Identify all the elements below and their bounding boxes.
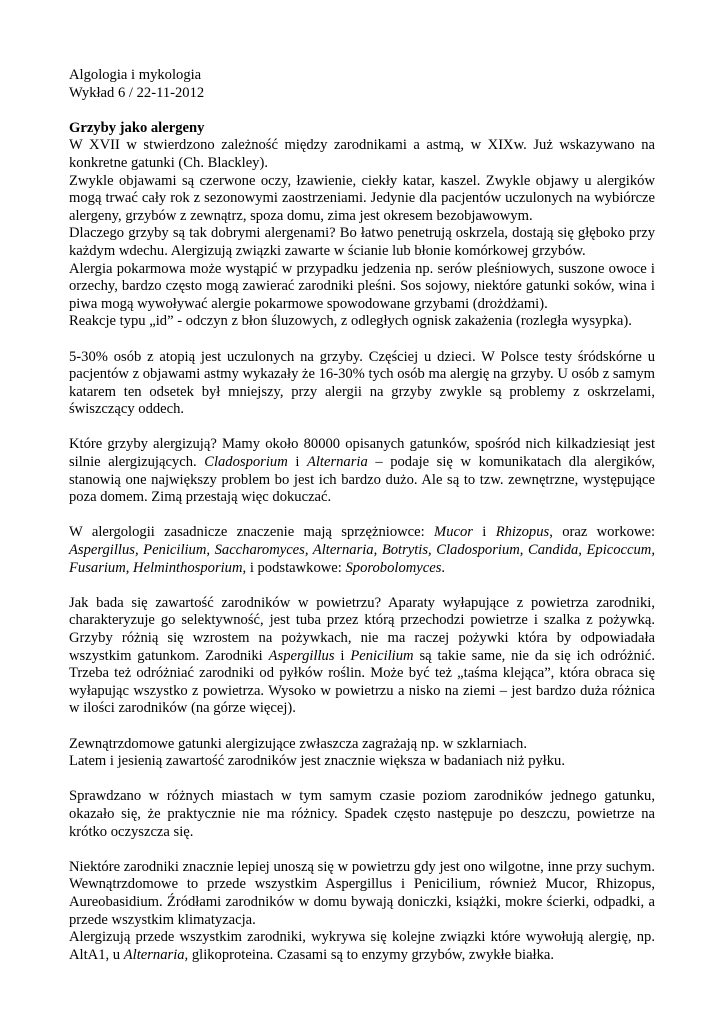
course-title: Algologia i mykologia <box>69 67 202 83</box>
paragraph-humidity: Niektóre zarodniki znacznie lepiej unoszą się w powietrzu gdy jest ono wilgotne, inne przy suchym. Wewnątrzdomowe to przede wszystkim Aspergillus i Penicilium, również Mucor, Rhizopus, Aureobasidium. Źródłami zarodników w domu bywają doniczki, książki, mokre ścierki, odpadki, a przede wszystkim klimatyzacja. <box>69 858 655 928</box>
text-segment: Jak bada się zawartość zarodników w powietrzu? Aparaty wyłapujące z powietrza zarodniki, charakteryzuje go selektywność, jest tuba przez którą przechodzi powietrze i szalka z pożywką. Grzyby różnią się wzrostem na pożywkach, nie ma raczej pożywki która by odpowiadała wszystkim gatunkom. Zarodniki <box>69 594 655 664</box>
paragraph-seasons: Latem i jesienią zawartość zarodników jest znacznie większa w badaniach niż pyłku. <box>69 753 565 770</box>
text-segment: . <box>441 559 446 576</box>
paragraph-which-fungi <box>69 436 655 506</box>
paragraph-prevalence: 5-30% osób z atopią jest uczulonych na grzyby. Częściej u dzieci. W Polsce testy śródskórne u pacjentów z objawami astmy wykazały że 16-30% tych osób ma alergię na grzyby. U osób z samym katarem ten odsetek był mniejszy, przy alergii na grzyby zwykle są problemy z oskrzelami, świszczący oddech. <box>69 348 656 418</box>
text-segment: glikoproteina. Czasami są to enzymy grzybów, zwykłe białka. <box>188 946 555 963</box>
text-segment: , i podstawkowe: <box>242 559 346 576</box>
paragraph-id-reactions: Reakcje typu „id” - odczyn z błon śluzowych, z odległych ognisk zakażenia (rozległa wysypka). <box>69 313 632 330</box>
paragraph-greenhouses: Zewnątrzdomowe gatunki alergizujące zwłaszcza zagrażają np. w szklarniach. <box>69 735 527 752</box>
text-segment: i <box>287 454 307 471</box>
species-list: Aspergillus, Penicilium, Saccharomyces, Alternaria, Botrytis, Cladosporium, Candida, Epicoccum, Fusarium, Helminthosporium <box>69 542 655 576</box>
paragraph-city-comparison: Sprawdzano w różnych miastach w tym samym czasie poziom zarodników jednego gatunku, okazało się, że praktycznie nie ma różnicy. Spadek często następuje po deszczu, powietrze na krótko oczyszcza się. <box>69 788 655 840</box>
text-segment: Które grzyby alergizują? Mamy około 80000 opisanych gatunków, spośród nich kilkadziesiąt jest silnie alergizujących. <box>69 436 655 471</box>
paragraph-symptoms: Zwykle objawami są czerwone oczy, łzawienie, ciekły katar, kaszel. Zwykle objawy u alergików mogą trwać cały rok z sezonowymi zaostrzeniami. Jedynie dla pacjentów uczulonych na wybiórcze alergeny, grzybów z zewnątrz, spoza domu, zima jest okresem bezobjawowym. <box>69 172 655 224</box>
section-title: Grzyby jako alergeny <box>69 119 205 136</box>
text-segment: są takie same, nie da się ich odróżnić. Trzeba też odróżniać zarodniki od pyłków roślin. Może być też „taśma klejąca”, która obraca się wyłapując wszystko z powietrza. Wysoko w powietrzu a nisko na ziemi – jest bardzo duża różnica w ilości zarodników (na górze więcej). <box>69 647 655 717</box>
species-name: Sporobolomyces <box>345 559 442 576</box>
species-name: Penicilium <box>350 647 414 664</box>
text-segment: i <box>334 647 351 664</box>
paragraph-food-allergy: Alergia pokarmowa może wystąpić w przypadku jedzenia np. serów pleśniowych, suszone owoce i orzechy, bardzo często mogą zawierać zarodniki pleśni. Sos sojowy, niektóre gatunki soków, wina i piwa mogą wywoływać alergie pokarmowe spowodowane grzybami (drożdżami). <box>69 260 655 312</box>
lecture-info: Wykład 6 / 22-11-2012 <box>69 84 205 101</box>
species-name: Alternaria <box>306 454 368 471</box>
paragraph-allergology-groups <box>69 524 655 577</box>
species-name: Aspergillus <box>268 647 335 664</box>
paragraph-allergen-compounds <box>69 929 655 964</box>
species-name: Rhizopus <box>495 524 550 541</box>
paragraph-air-sampling <box>69 595 655 718</box>
text-segment: , oraz workowe: <box>549 524 655 541</box>
text-segment: i <box>472 524 496 541</box>
paragraph-why-allergens: Dlaczego grzyby są tak dobrymi alergenami? Bo łatwo penetrują oskrzela, dostają się głęboko przy każdym wdechu. Alergizują związki zawarte w ścianie lub błonie komórkowej grzybów. <box>69 225 655 259</box>
species-name: Alternaria, <box>123 946 189 963</box>
species-name: Cladosporium <box>204 454 288 471</box>
species-name: Mucor <box>434 524 473 541</box>
text-segment: – podaje się w komunikatach dla alergików, stanowią one największy problem bo jest ich bardzo dużo. Ale są to tzw. zewnętrzne, występujące poza domem. Zimą przestają więc dokuczać. <box>69 454 655 506</box>
text-segment: Alergizują przede wszystkim zarodniki, wykrywa się kolejne związki które wywołują alergię, np. AltA1, u <box>69 929 655 963</box>
text-segment: W alergologii zasadnicze znaczenie mają sprzężniowce: <box>69 524 435 541</box>
paragraph-history: W XVII w stwierdzono zależność między zarodnikami a astmą, w XIXw. Już wskazywano na konkretne gatunki (Ch. Blackley). <box>69 137 655 171</box>
